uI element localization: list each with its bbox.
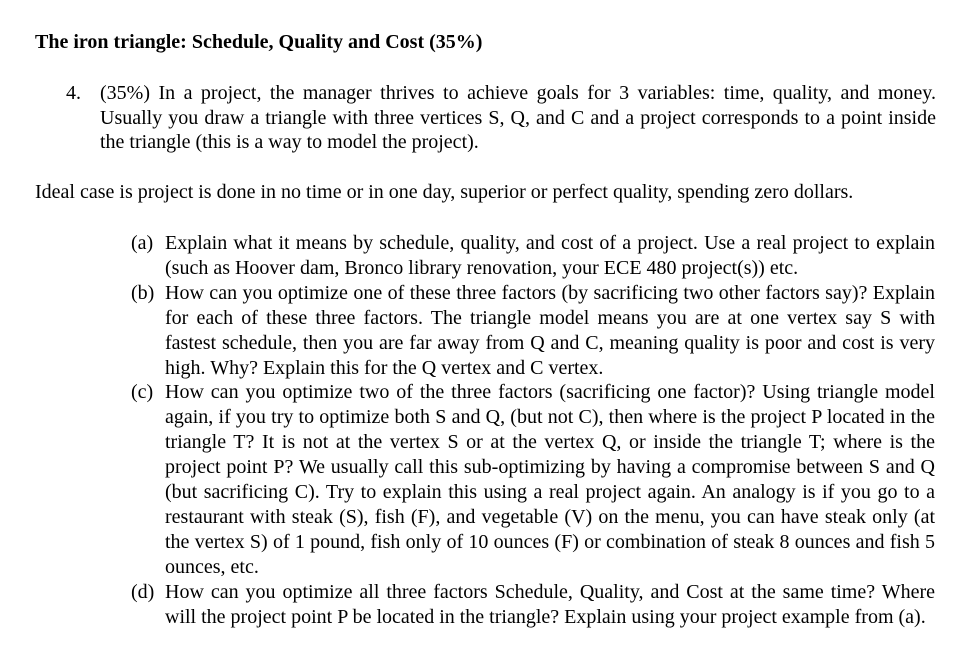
- question-item: [66, 81, 936, 155]
- sub-question-text: Explain what it means by schedule, quality, and cost of a project. Use a real project to explain (such as Hoover dam, Bronco library renovation, your ECE 480 project(s)) etc.: [165, 232, 935, 279]
- sub-question-label: (c): [131, 381, 154, 404]
- sub-question-c: [131, 380, 935, 579]
- sub-question-text: How can you optimize two of the three factors (sacrificing one factor)? Using triangle model again, if you try to optimize both S and Q, (but not C), then where is the project P located in the triangle T? It is not at the vertex S or at the vertex Q, or inside the triangle T; where is the project point P? We usually call this sub-optimizing by having a compromise between S and Q (but sacrificing C). Try to explain this using a real project again. An analogy is if you go to a restaurant with steak (S), fish (F), and vegetable (V) on the menu, you can have steak only (at the vertex S) of 1 pound, fish only of 10 ounces (F) or combination of steak 8 ounces and fish 5 ounces, etc.: [165, 381, 935, 578]
- question-text: (35%) In a project, the manager thrives to achieve goals for 3 variables: time, quality, and money. Usually you draw a triangle with three vertices S, Q, and C and a project corresponds to a point inside the triangle (this is a way to model the project).: [100, 82, 936, 153]
- sub-question-label: (d): [131, 580, 155, 603]
- section-heading: The iron triangle: Schedule, Quality and Cost (35%): [35, 31, 483, 53]
- sub-question-b: [131, 281, 935, 381]
- ideal-case-paragraph: Ideal case is project is done in no time or in one day, superior or perfect quality, spending zero dollars.: [35, 181, 854, 203]
- sub-question-text: How can you optimize one of these three factors (by sacrificing two other factors say)? Explain for each of these three factors. The triangle model means you are at one vertex say S with fastest schedule, then you are far away from Q and C, meaning quality is poor and cost is very high. Why? Explain this for the Q vertex and C vertex.: [165, 281, 935, 379]
- sub-question-a: [131, 231, 935, 281]
- sub-question-list: [131, 231, 935, 630]
- sub-question-label: (b): [131, 281, 155, 304]
- sub-question-label: (a): [131, 232, 154, 254]
- sub-question-text: How can you optimize all three factors Schedule, Quality, and Cost at the same time? Where will the project point P be located in the triangle? Explain using your project example from (a).: [165, 580, 935, 628]
- question-number: 4.: [66, 82, 81, 104]
- sub-question-d: [131, 580, 935, 630]
